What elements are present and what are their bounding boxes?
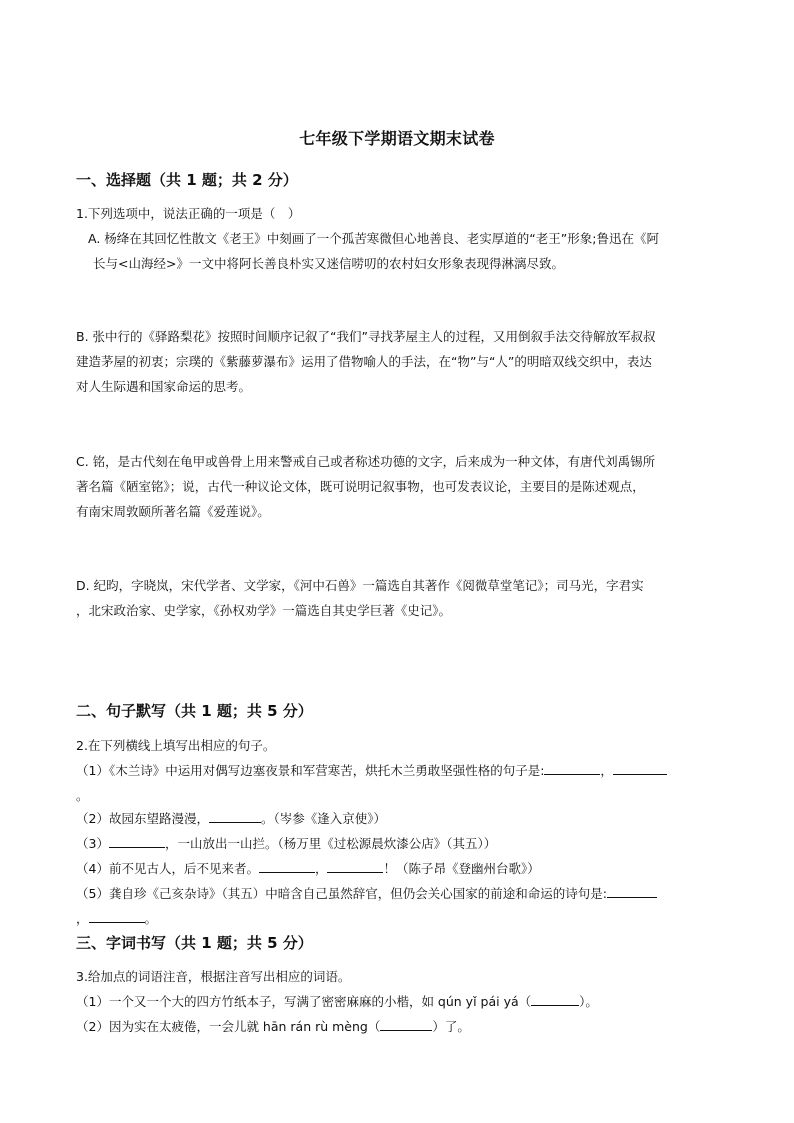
- recitation-item-5: [76, 884, 657, 902]
- answer-blank[interactable]: [209, 811, 261, 823]
- answer-blank[interactable]: [327, 861, 383, 873]
- answer-blank[interactable]: [259, 861, 315, 873]
- option-d-line-2: ，北宋政治家、史学家，《孙权劝学》一篇选自其史学巨著《史记》。: [76, 603, 452, 618]
- option-a-line-2: 长与<山海经>》一文中将阿长善良朴实又迷信唠叨的农村妇女形象表现得淋漓尽致。: [93, 256, 564, 271]
- recitation-item-1: [76, 761, 667, 779]
- question-2-stem: 2.在下列横线上填写出相应的句子。: [76, 738, 276, 753]
- option-b-line-3: 对人生际遇和国家命运的思考。: [76, 379, 252, 394]
- option-c-line-1: C. 铭，是古代刻在龟甲或兽骨上用来警戒自己或者称述功德的文字，后来成为一种文体，有唐代刘禹锡所: [76, 454, 656, 469]
- vocab-item-1-pre: （1）一个又一个大的四方竹纸本子，写满了密密麻麻的小楷，如 qún yǐ pái yá（: [76, 994, 532, 1009]
- answer-blank[interactable]: [544, 763, 600, 775]
- vocab-item-1-post: ）。: [579, 994, 598, 1009]
- section-heading-choice: 一、选择题（共 1 题；共 2 分）: [76, 171, 298, 189]
- question-1-stem: 1.下列选项中，说法正确的一项是（ ）: [76, 206, 301, 221]
- option-a-line-1: A. 杨绛在其回忆性散文《老王》中刻画了一个孤苦寒微但心地善良、老实厚道的“老王”形象;鲁迅在《阿: [88, 231, 659, 246]
- recitation-item-3-post: ，一山放出一山拦。（杨万里《过松源晨炊漆公店》（其五））: [164, 836, 497, 851]
- option-d-line-1: D. 纪昀，字晓岚，宋代学者、文学家，《河中石兽》一篇选自其著作《阅微草堂笔记》；司马光，字君实: [76, 578, 644, 593]
- recitation-item-5-cont: [76, 909, 157, 927]
- option-c-line-2: 著名篇《陋室铭》；说，古代一种议论文体，既可说明记叙事物，也可发表议论，主要目的是陈述观点，: [76, 479, 645, 494]
- option-c-line-3: 有南宋周敦颐所著名篇《爱莲说》。: [76, 504, 270, 519]
- answer-blank[interactable]: [109, 836, 165, 848]
- recitation-item-2-post: 。（岑参《逢入京使》）: [260, 811, 386, 826]
- answer-blank[interactable]: [380, 1019, 432, 1031]
- option-b-line-2: 建造茅屋的初衷；宗璞的《紫藤萝瀑布》运用了借物喻人的手法，在“物”与“人”的明暗双线交织中，表达: [76, 354, 652, 369]
- vocab-item-2-post: ）了。: [432, 1019, 470, 1034]
- recitation-item-4-post: ！（陈子昂《登幽州台歌》）: [383, 861, 540, 876]
- section-heading-vocabulary: 三、字词书写（共 1 题；共 5 分）: [76, 934, 313, 952]
- recitation-item-2-pre: （2）故园东望路漫漫，: [76, 811, 209, 826]
- answer-blank[interactable]: [89, 911, 145, 923]
- separator: ，: [314, 861, 328, 876]
- answer-blank[interactable]: [607, 886, 657, 898]
- recitation-item-1-end: 。: [76, 788, 89, 803]
- recitation-item-5-text: （5）龚自珍《己亥杂诗》（其五）中暗含自己虽然辞官，但仍会关心国家的前途和命运的诗句是:: [76, 886, 607, 901]
- recitation-item-4-pre: （4）前不见古人，后不见来者。: [76, 861, 259, 876]
- option-b-line-1: B. 张中行的《驿路梨花》按照时间顺序记叙了“我们”寻找茅屋主人的过程，又用倒叙手法交待解放军叔叔: [76, 329, 656, 344]
- recitation-item-2: [76, 809, 386, 827]
- answer-blank[interactable]: [531, 994, 579, 1006]
- period: 。: [144, 911, 158, 926]
- separator: ，: [76, 911, 89, 926]
- recitation-item-3: [76, 834, 496, 852]
- answer-blank[interactable]: [613, 763, 667, 775]
- vocab-item-1: [76, 992, 598, 1010]
- question-3-stem: 3.给加点的词语注音，根据注音写出相应的词语。: [76, 969, 351, 984]
- recitation-item-4: [76, 859, 540, 877]
- page-title: 七年级下学期语文期末试卷: [299, 129, 495, 148]
- vocab-item-2: [76, 1017, 470, 1035]
- vocab-item-2-pre: （2）因为实在太疲倦，一会儿就 hān rán rù mèng（: [76, 1019, 381, 1034]
- recitation-item-3-pre: （3）: [76, 836, 109, 851]
- recitation-item-1-text: （1）《木兰诗》中运用对偶写边塞夜景和军营寒苦，烘托木兰勇敢坚强性格的句子是:: [76, 763, 545, 778]
- section-heading-recitation: 二、句子默写（共 1 题；共 5 分）: [76, 702, 313, 720]
- separator: ，: [600, 763, 613, 778]
